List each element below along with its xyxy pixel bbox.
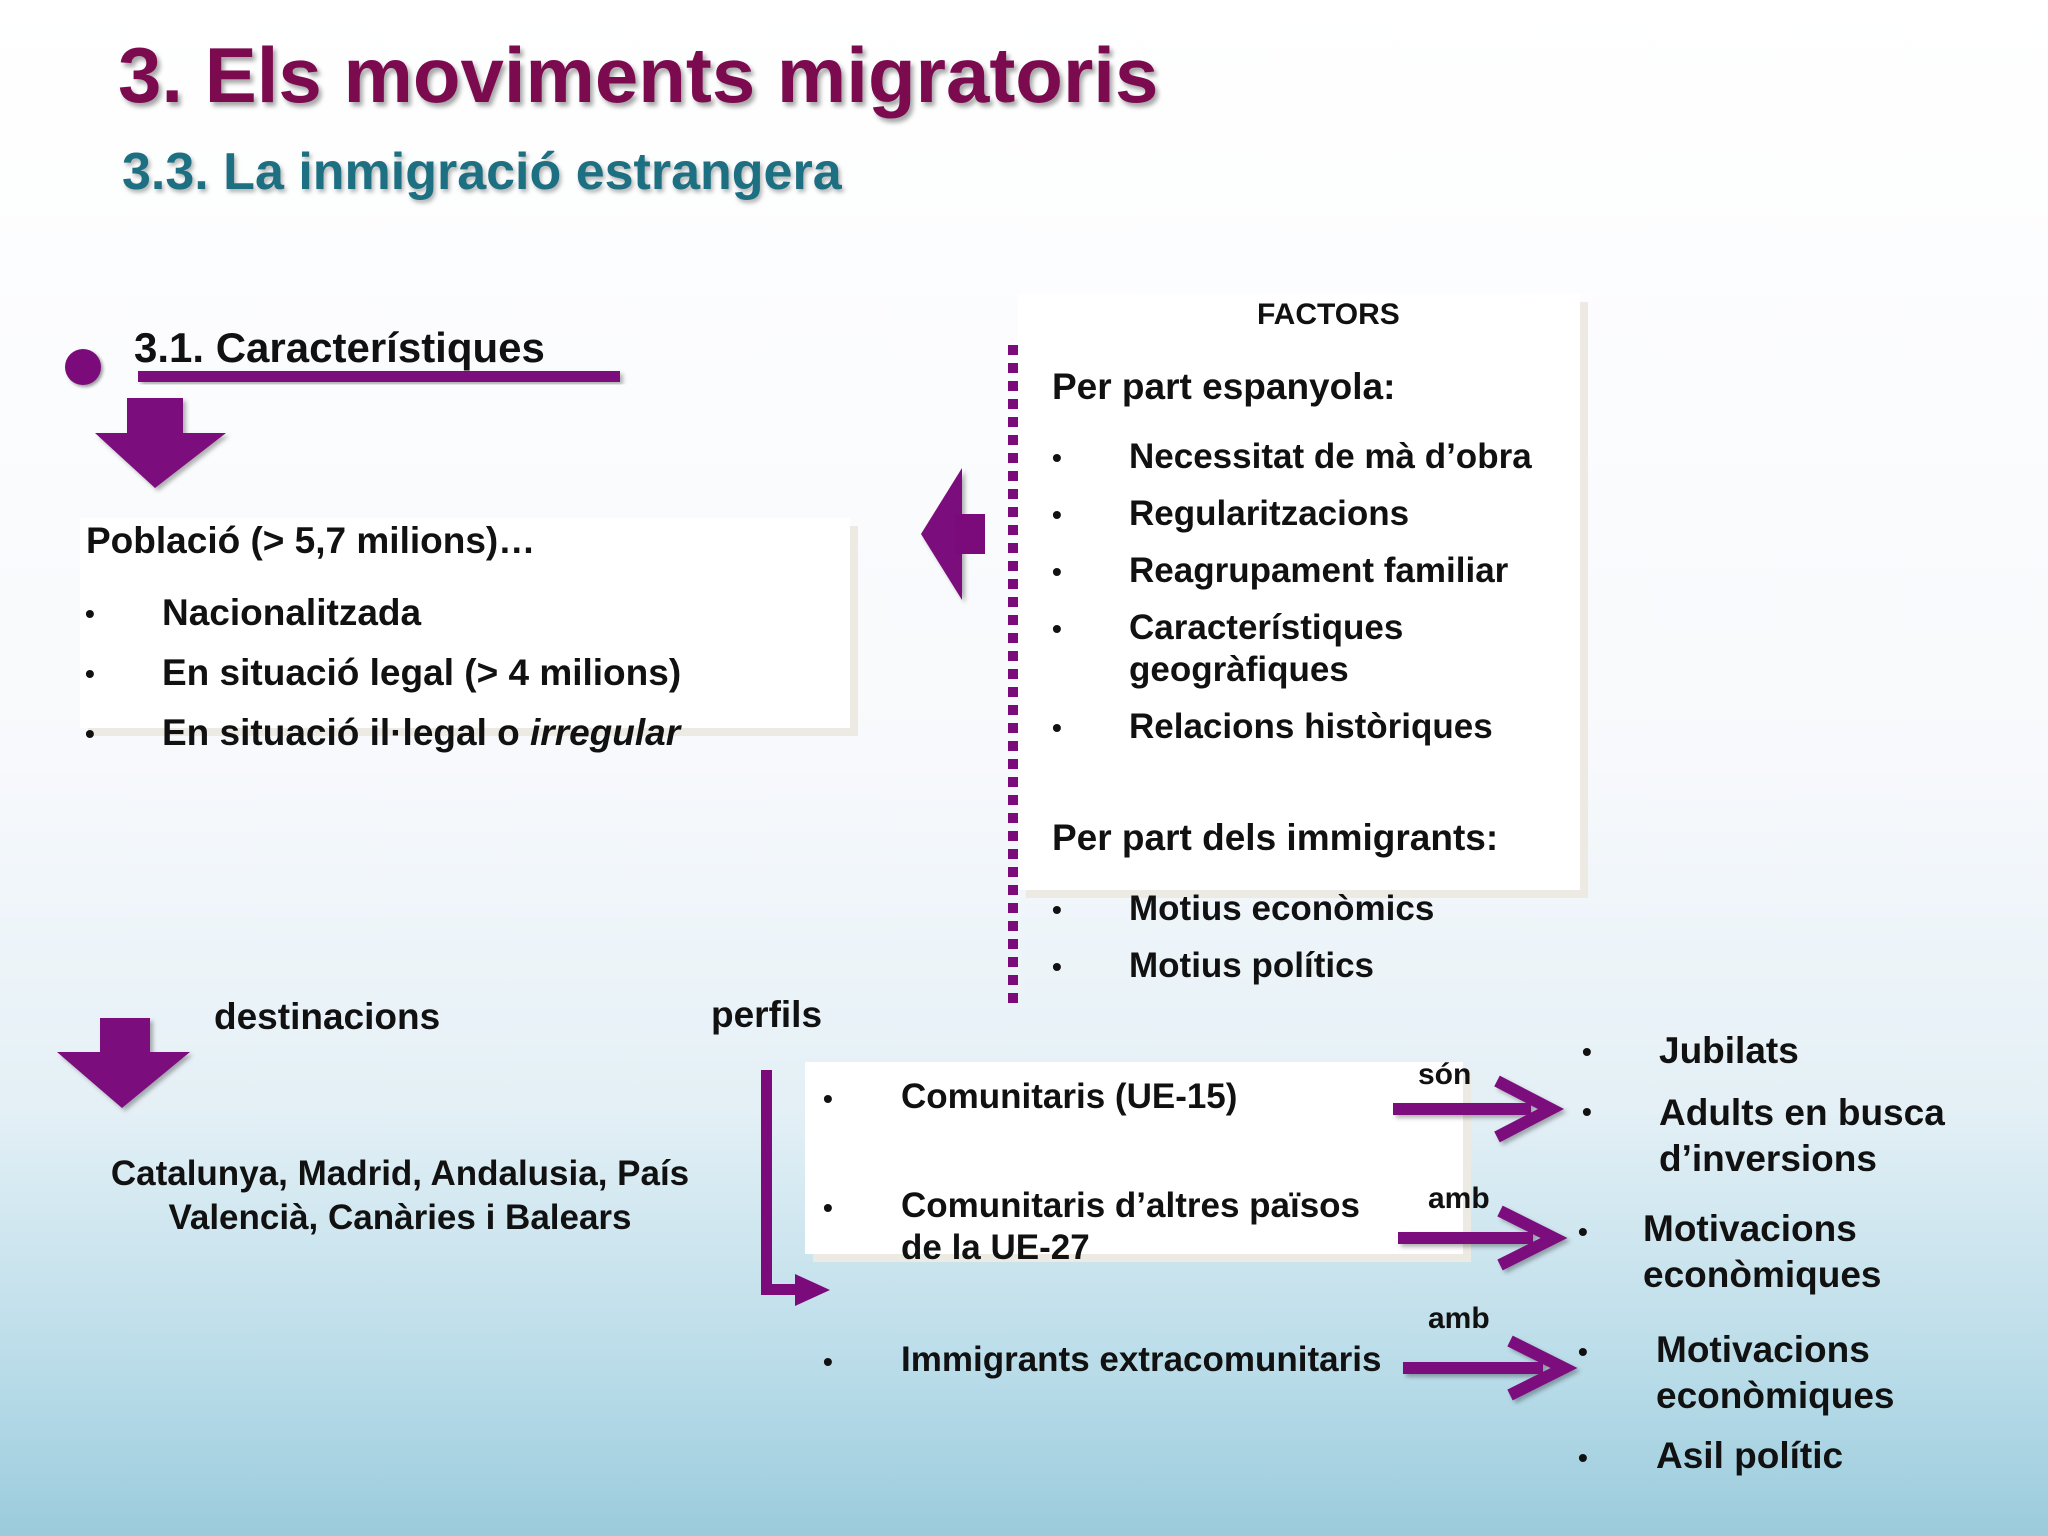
- profiles-bracket-arrowhead-icon: [795, 1274, 830, 1306]
- irregular-emphasis: irregular: [530, 712, 681, 753]
- spanish-factor-item: Reagrupament familiar: [1129, 551, 1509, 590]
- arrow-to-jubilats-icon: [1393, 1081, 1551, 1137]
- spanish-factor-item: Necessitat de mà d’obra: [1129, 437, 1532, 476]
- connector-label: amb: [1428, 1302, 1490, 1335]
- spanish-factor-item: Característiques: [1129, 608, 1404, 647]
- immigrant-factor-item: Motius polítics: [1129, 946, 1374, 985]
- bullet-icon: •: [823, 1083, 833, 1114]
- section-bullet-icon: [65, 349, 101, 385]
- page-title: 3. Els moviments migratoris: [118, 31, 1159, 119]
- bullet-icon: •: [823, 1192, 833, 1223]
- left-arrow-tail: [955, 514, 985, 554]
- bullet-icon: •: [1052, 712, 1062, 743]
- page-subtitle: 3.3. La inmigració estrangera: [122, 143, 842, 201]
- down-arrow-icon: [95, 398, 226, 488]
- outcome-motivacions-2-line-1: Motivacions: [1656, 1329, 1870, 1370]
- heading-underline: [138, 371, 620, 382]
- spanish-factor-item: Relacions històriques: [1129, 707, 1493, 746]
- outcome-motivacions-2: [1656, 1327, 1895, 1419]
- destinations-down-arrow-icon: [57, 1018, 190, 1108]
- profiles-bracket-vertical: [761, 1070, 772, 1295]
- connector-label: amb: [1428, 1182, 1490, 1215]
- outcome-jubilats: Jubilats: [1659, 1030, 1799, 1071]
- bullet-icon: •: [85, 658, 95, 689]
- outcome-motivacions-1-line-2: econòmiques: [1643, 1254, 1882, 1295]
- profile-item-continued: de la UE-27: [901, 1228, 1090, 1267]
- outcome-adults-line-2: d’inversions: [1659, 1138, 1877, 1179]
- immigrant-factors-heading: Per part dels immigrants:: [1052, 817, 1499, 858]
- destinations-line-1: Catalunya, Madrid, Andalusia, País: [110, 1154, 690, 1193]
- bullet-icon: •: [1052, 442, 1062, 473]
- spanish-factor-item: Regularitzacions: [1129, 494, 1410, 533]
- population-text: Població (> 5,7 milions)…: [86, 520, 536, 561]
- bullet-icon: •: [1052, 556, 1062, 587]
- characteristic-item-irregular: [162, 712, 680, 754]
- arrow-to-motivacions-1-icon: [1398, 1211, 1554, 1265]
- profile-item: Immigrants extracomunitaris: [901, 1340, 1382, 1379]
- factors-heading: FACTORS: [1257, 298, 1400, 331]
- immigrant-factor-item: Motius econòmics: [1129, 889, 1435, 928]
- bullet-icon: •: [1052, 894, 1062, 925]
- bullet-icon: •: [1582, 1096, 1592, 1127]
- bullet-icon: •: [1578, 1216, 1588, 1247]
- outcome-motivacions-1: [1643, 1206, 1882, 1298]
- outcome-adults: [1659, 1090, 1945, 1182]
- profiles-bracket-horizontal: [761, 1284, 797, 1295]
- bullet-icon: •: [823, 1346, 833, 1377]
- profile-item: Comunitaris (UE-15): [901, 1077, 1238, 1116]
- profile-item: Comunitaris d’altres països: [901, 1186, 1361, 1225]
- bullet-icon: •: [1582, 1036, 1592, 1067]
- profiles-label: perfils: [711, 994, 823, 1035]
- outcome-motivacions-1-line-1: Motivacions: [1643, 1208, 1857, 1249]
- bullet-icon: •: [1052, 613, 1062, 644]
- bullet-icon: •: [1578, 1442, 1588, 1473]
- arrow-to-motivacions-2-icon: [1403, 1341, 1564, 1395]
- destinations-text: [55, 1152, 745, 1240]
- bullet-icon: •: [1578, 1336, 1588, 1367]
- characteristic-item: En situació legal (> 4 milions): [162, 652, 682, 693]
- irregular-prefix: En situació il·legal o: [162, 712, 531, 753]
- characteristic-item: Nacionalitzada: [162, 592, 422, 633]
- bullet-icon: •: [85, 718, 95, 749]
- connector-label: són: [1418, 1058, 1472, 1091]
- destinations-label: destinacions: [214, 996, 441, 1037]
- characteristics-heading: 3.1. Característiques: [134, 324, 545, 371]
- bullet-icon: •: [85, 598, 95, 629]
- outcome-adults-line-1: Adults en busca: [1659, 1092, 1945, 1133]
- spanish-factors-heading: Per part espanyola:: [1052, 366, 1396, 407]
- bullet-icon: •: [1052, 499, 1062, 530]
- bullet-icon: •: [1052, 951, 1062, 982]
- spanish-factor-item-continued: geogràfiques: [1129, 650, 1349, 689]
- outcome-asil: Asil polític: [1656, 1435, 1844, 1476]
- destinations-line-2: Valencià, Canàries i Balears: [168, 1198, 632, 1237]
- outcome-motivacions-2-line-2: econòmiques: [1656, 1375, 1895, 1416]
